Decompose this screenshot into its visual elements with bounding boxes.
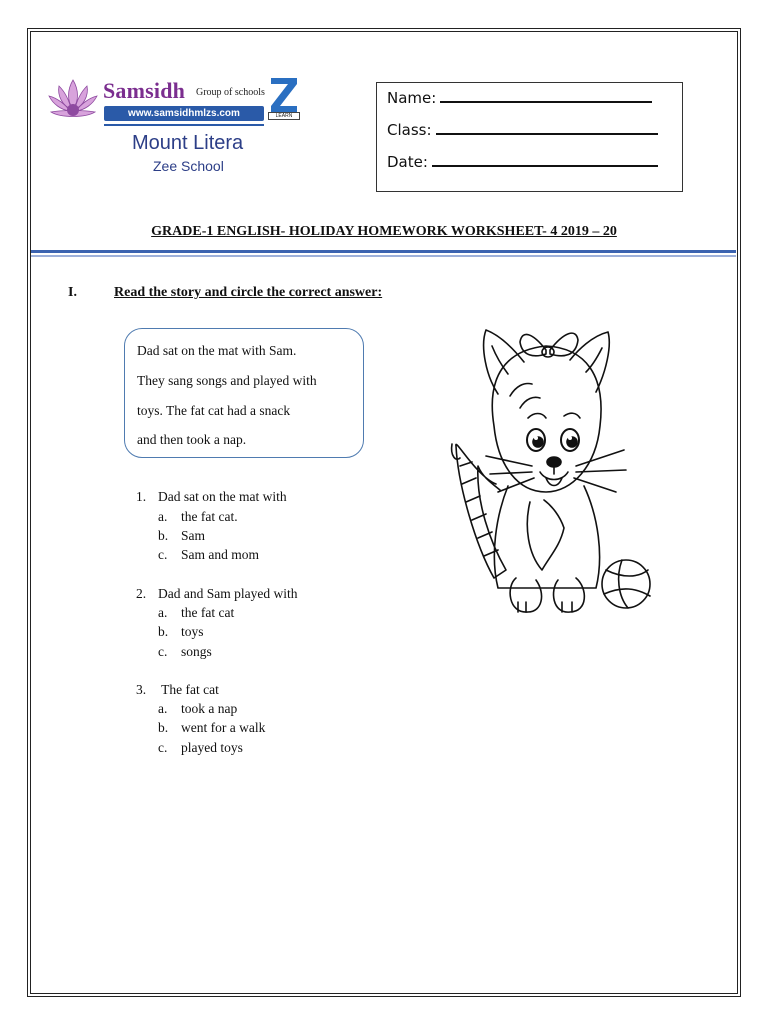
option-letter: a.: [158, 701, 168, 716]
story-box: [124, 328, 364, 458]
question-text: Dad sat on the mat with: [158, 489, 287, 504]
option-letter: a.: [158, 509, 168, 524]
brand-tagline: Group of schools: [196, 87, 265, 98]
story-line: Dad sat on the mat with Sam.: [137, 343, 297, 358]
option-text[interactable]: took a nap: [181, 701, 238, 716]
title-rule-secondary: [31, 255, 736, 257]
story-line: toys. The fat cat had a snack: [137, 403, 291, 418]
brand-underline: [104, 124, 264, 126]
option-text[interactable]: played toys: [181, 740, 243, 755]
question-number: 1.: [136, 489, 147, 504]
option-letter: c.: [158, 740, 168, 755]
option-letter: b.: [158, 720, 169, 735]
option-text[interactable]: Sam: [181, 528, 206, 543]
brand-url: www.samsidhmlzs.com: [104, 106, 264, 121]
class-row: [387, 121, 658, 139]
question-text: Dad and Sam played with: [158, 586, 298, 601]
date-label: Date:: [387, 153, 428, 171]
name-blank[interactable]: [440, 99, 652, 103]
option-text[interactable]: Sam and mom: [181, 547, 259, 562]
option-text[interactable]: the fat cat: [181, 605, 235, 620]
cat-illustration-icon: [446, 316, 658, 624]
brand-name: Samsidh: [103, 78, 186, 103]
school-name: Mount Litera: [132, 132, 244, 154]
learn-label: LEARN: [268, 112, 300, 120]
section-number: I.: [68, 285, 77, 300]
date-blank[interactable]: [432, 163, 658, 167]
question-number: 3.: [136, 682, 147, 697]
class-label: Class:: [387, 121, 432, 139]
option-text[interactable]: went for a walk: [181, 720, 266, 735]
option-letter: a.: [158, 605, 168, 620]
title-rule: [31, 250, 736, 253]
question-number: 2.: [136, 586, 147, 601]
option-text[interactable]: the fat cat.: [181, 509, 238, 524]
student-info-box: [376, 82, 683, 192]
option-text[interactable]: songs: [181, 644, 212, 659]
class-blank[interactable]: [436, 131, 658, 135]
story-line: They sang songs and played with: [137, 373, 317, 388]
school-subtitle: Zee School: [153, 158, 224, 174]
option-letter: c.: [158, 547, 168, 562]
name-label: Name:: [387, 89, 437, 107]
story-line: and then took a nap.: [137, 432, 247, 447]
option-letter: c.: [158, 644, 168, 659]
date-row: [387, 153, 658, 171]
lotus-logo-icon: [45, 76, 101, 122]
question-text: The fat cat: [158, 682, 219, 697]
option-letter: b.: [158, 528, 169, 543]
name-row: [387, 89, 652, 107]
option-text[interactable]: toys: [181, 624, 204, 639]
section-instruction: Read the story and circle the correct answer:: [114, 285, 383, 300]
option-letter: b.: [158, 624, 169, 639]
worksheet-title: GRADE-1 ENGLISH- HOLIDAY HOMEWORK WORKSHEET- 4 2019 – 20: [151, 224, 617, 239]
